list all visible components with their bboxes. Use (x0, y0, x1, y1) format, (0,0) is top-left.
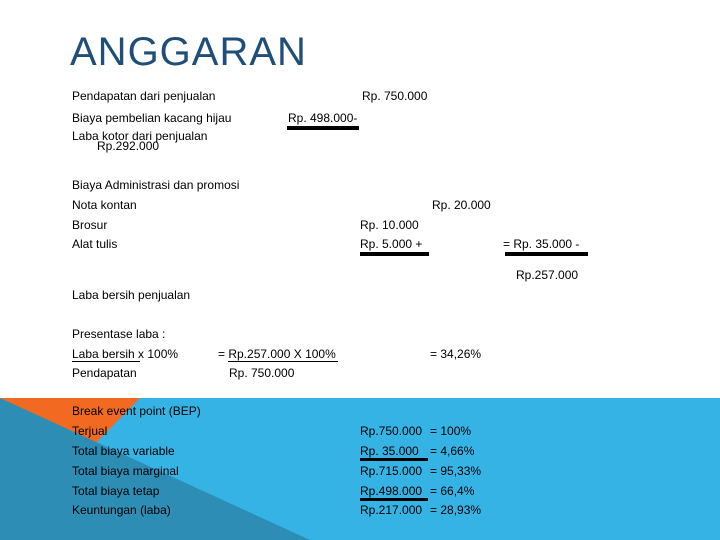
admin-item-amount: Rp. 5.000 + (360, 237, 423, 251)
percentage-result: = 34,26% (430, 347, 482, 361)
net-profit-amount: Rp.257.000 (516, 268, 579, 282)
admin-total: = Rp. 35.000 - (503, 237, 580, 251)
percentage-numerator-value: = Rp.257.000 X 100% (218, 347, 336, 361)
bep-row-label: Keuntungan (laba) (72, 503, 171, 517)
bep-subtraction-underline (360, 458, 428, 461)
bep-subtraction-underline (360, 498, 428, 501)
bep-row-label: Total biaya marginal (72, 464, 179, 478)
net-profit-label: Laba bersih penjualan (72, 288, 191, 302)
bep-row-label: Terjual (72, 424, 108, 438)
admin-item-label: Alat tulis (72, 237, 118, 251)
percentage-heading: Presentase laba : (72, 327, 166, 341)
bep-row-percent: = 28,93% (430, 503, 482, 517)
bep-row-amount: Rp.715.000 (360, 464, 423, 478)
bep-row-label: Total biaya variable (72, 444, 175, 458)
bep-row-amount: Rp.750.000 (360, 424, 423, 438)
cost-label: Biaya pembelian kacang hijau (72, 111, 232, 125)
bep-row-percent: = 95,33% (430, 464, 482, 478)
bep-row-percent: = 100% (430, 424, 472, 438)
addition-underline (360, 252, 429, 256)
revenue-label: Pendapatan dari penjualan (72, 89, 216, 103)
subtraction-underline (287, 126, 359, 130)
gross-profit-label: Laba kotor dari penjualan (72, 129, 208, 143)
admin-item-label: Nota kontan (72, 198, 137, 212)
percentage-denominator-value: Rp. 750.000 (229, 366, 295, 380)
bep-row-percent: = 66,4% (430, 484, 475, 498)
revenue-amount: Rp. 750.000 (362, 89, 428, 103)
fraction-line (72, 361, 140, 362)
bep-row-percent: = 4,66% (430, 444, 475, 458)
bep-row-amount: Rp.498.000 (360, 484, 423, 498)
bep-row-amount: Rp.217.000 (360, 503, 423, 517)
percentage-denominator-label: Pendapatan (72, 366, 137, 380)
admin-item-amount: Rp. 20.000 (432, 198, 491, 212)
cost-amount: Rp. 498.000- (288, 111, 358, 125)
total-underline (505, 252, 588, 256)
slide-title: ANGGARAN (70, 30, 307, 74)
admin-item-amount: Rp. 10.000 (360, 218, 419, 232)
bep-row-label: Total biaya tetap (72, 484, 160, 498)
bep-row-amount: Rp. 35.000 (360, 444, 419, 458)
bep-heading: Break event point (BEP) (72, 404, 201, 418)
admin-heading: Biaya Administrasi dan promosi (72, 178, 240, 192)
admin-item-label: Brosur (72, 218, 108, 232)
fraction-line (228, 361, 338, 362)
gross-profit-amount: Rp.292.000 (97, 139, 160, 153)
percentage-numerator-label: Laba bersih x 100% (72, 347, 179, 361)
